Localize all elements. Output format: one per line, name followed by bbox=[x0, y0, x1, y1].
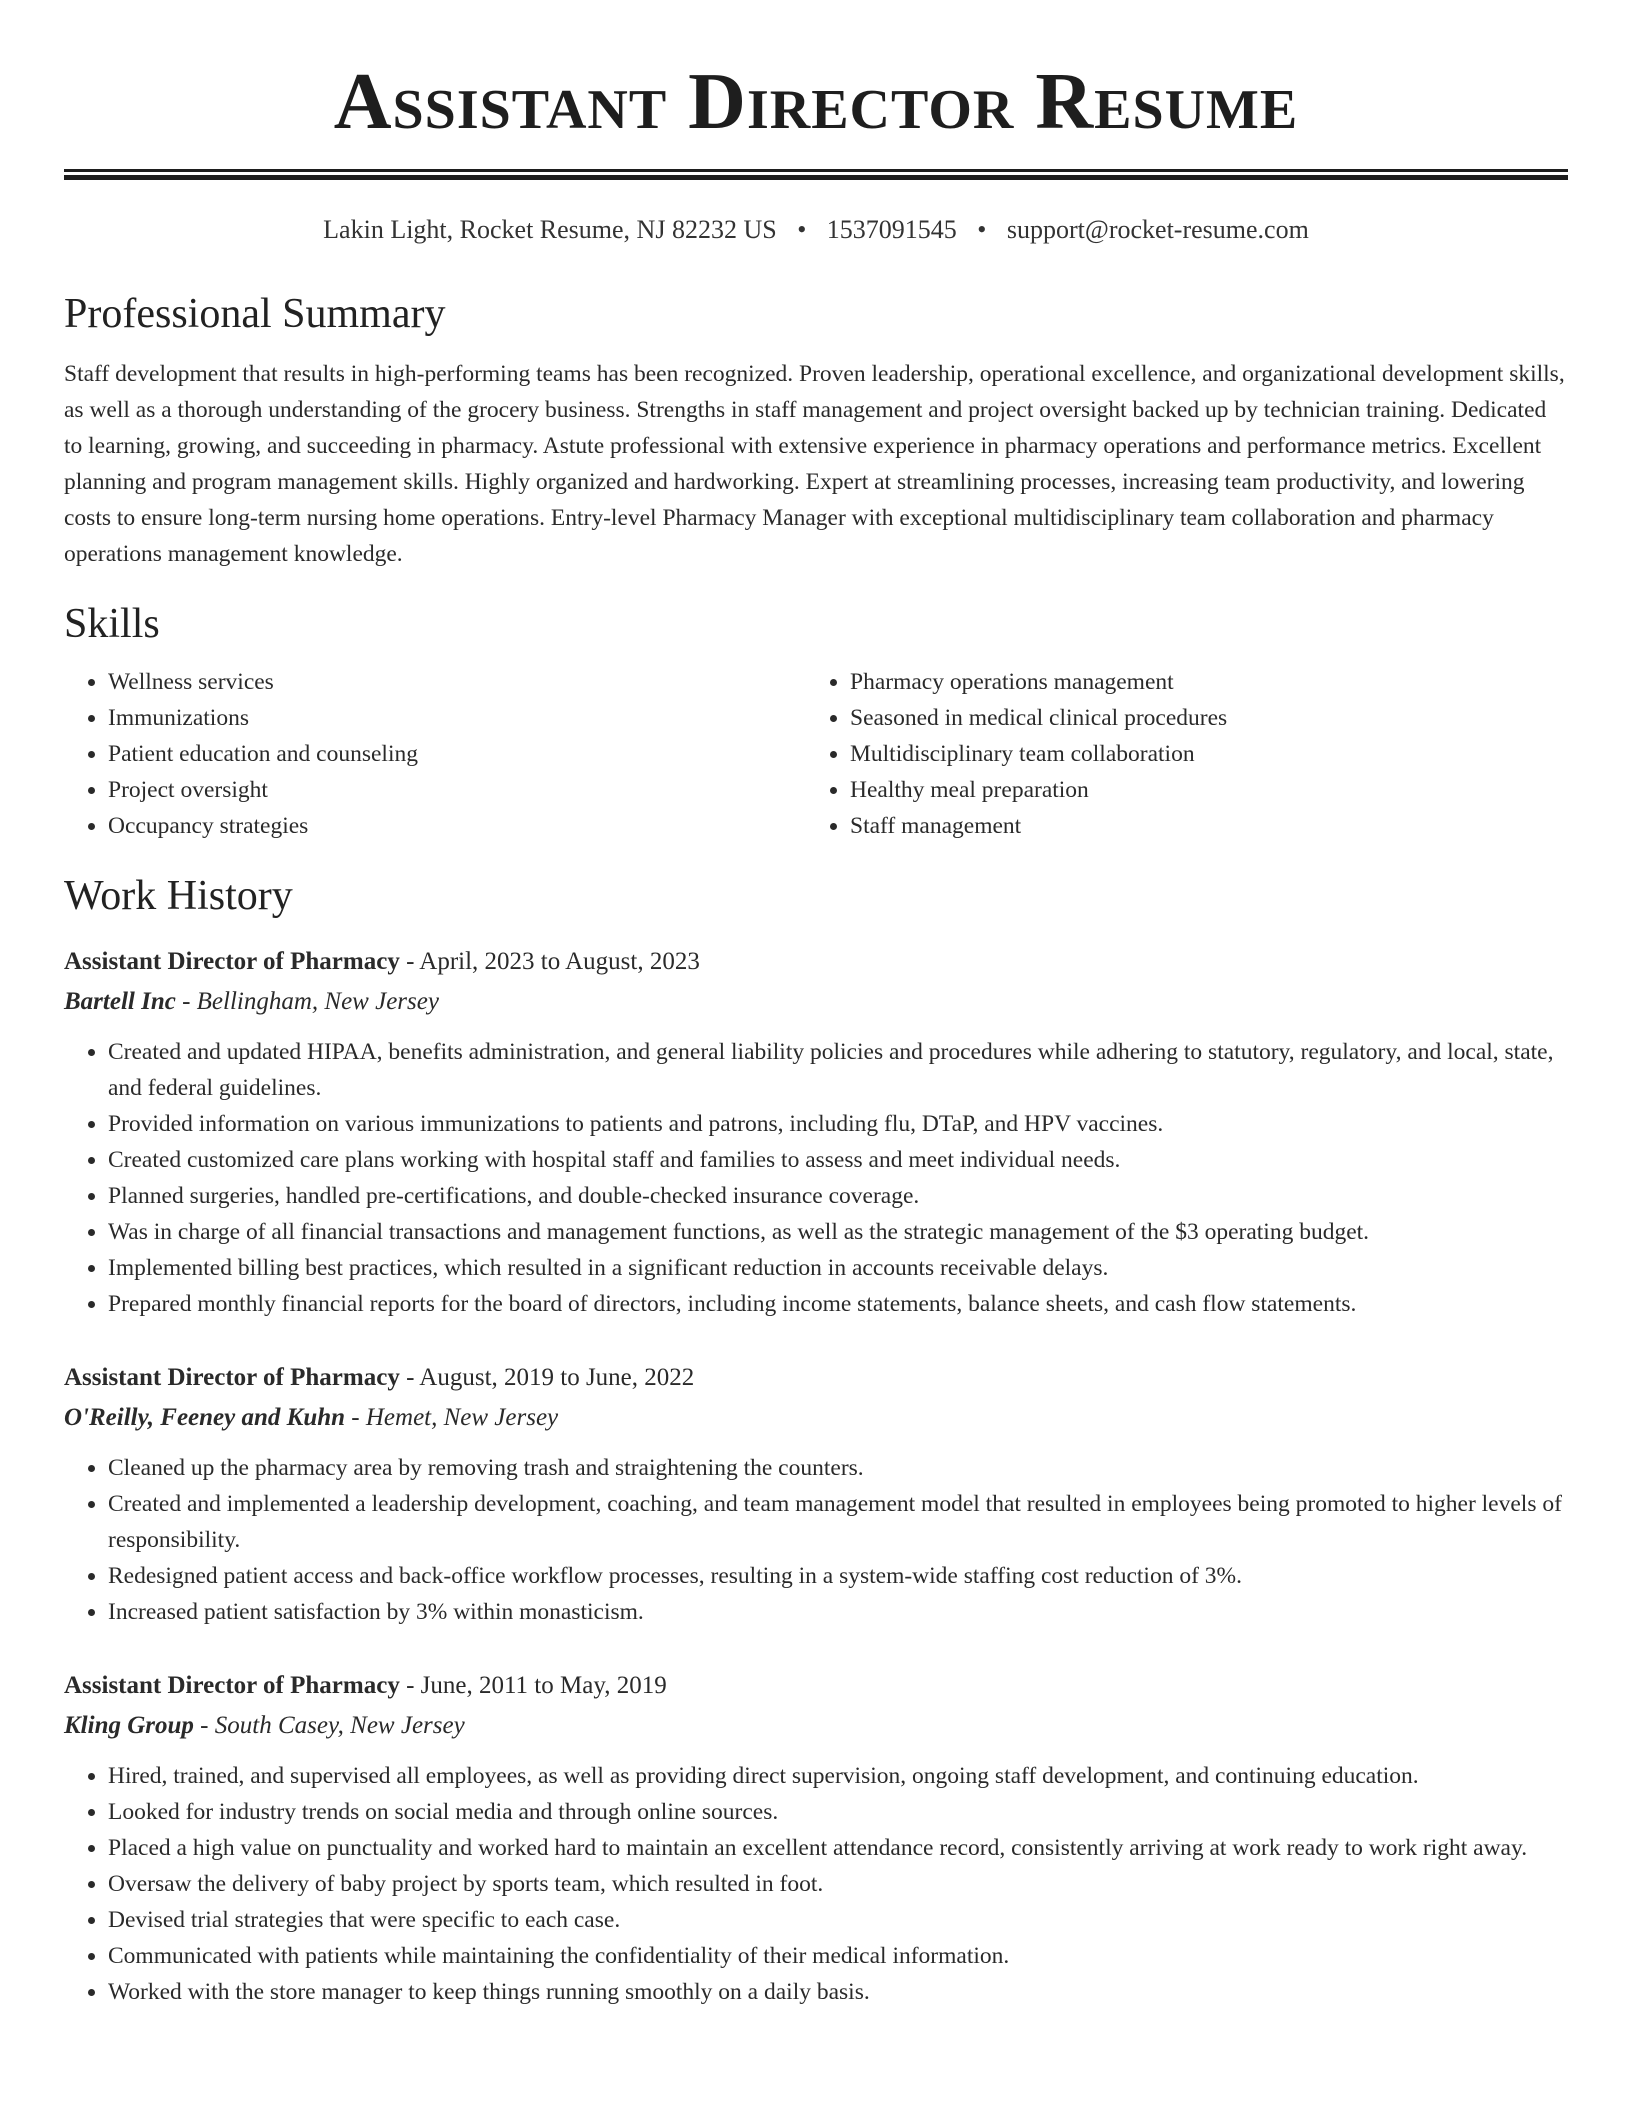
skill-item: • Healthy meal preparation bbox=[850, 772, 1548, 808]
job-duties bbox=[64, 1758, 1568, 2010]
job-entry bbox=[64, 942, 1568, 1322]
skill-item: • Pharmacy operations management bbox=[850, 664, 1548, 700]
contact-address: Lakin Light, Rocket Resume, NJ 82232 US bbox=[323, 215, 777, 244]
skill-item: • Staff management bbox=[850, 808, 1548, 844]
job-company: Kling Group bbox=[64, 1712, 194, 1739]
job-dash: - bbox=[175, 988, 197, 1015]
job-duties bbox=[64, 1034, 1568, 1322]
job-title-line bbox=[64, 1666, 1568, 1706]
job-dates: August, 2019 to June, 2022 bbox=[419, 1364, 695, 1391]
skill-item: • Project oversight bbox=[108, 772, 806, 808]
title-divider bbox=[64, 169, 1568, 180]
skills-column-left bbox=[64, 664, 806, 844]
duty-item: • Cleaned up the pharmacy area by removing trash and straightening the counters. bbox=[108, 1450, 1568, 1486]
job-company: Bartell Inc bbox=[64, 988, 176, 1015]
skill-item: • Immunizations bbox=[108, 700, 806, 736]
duty-item: • Communicated with patients while maintaining the confidentiality of their medical information. bbox=[108, 1938, 1568, 1974]
skills-list bbox=[64, 664, 1568, 844]
duty-item: • Looked for industry trends on social media and through online sources. bbox=[108, 1794, 1568, 1830]
job-dash: - bbox=[399, 1672, 421, 1699]
contact-separator: • bbox=[797, 215, 807, 244]
job-location: Hemet, New Jersey bbox=[365, 1404, 559, 1431]
job-dates: June, 2011 to May, 2019 bbox=[420, 1672, 667, 1699]
duty-item: • Hired, trained, and supervised all employees, as well as providing direct supervision, ongoing staff development, and continuing education. bbox=[108, 1758, 1568, 1794]
job-company: O'Reilly, Feeney and Kuhn bbox=[64, 1404, 346, 1431]
duty-item: • Placed a high value on punctuality and worked hard to maintain an excellent attendance record, consistently arriving at work ready to work right away. bbox=[108, 1830, 1568, 1866]
job-company-line bbox=[64, 1398, 1568, 1438]
contact-email: support@rocket-resume.com bbox=[1006, 215, 1309, 244]
duty-item: • Created customized care plans working with hospital staff and families to assess and meet individual needs. bbox=[108, 1142, 1568, 1178]
contact-phone: 1537091545 bbox=[826, 215, 957, 244]
duty-item: • Created and implemented a leadership development, coaching, and team management model that resulted in employees being promoted to higher levels of responsibility. bbox=[108, 1486, 1568, 1558]
job-dash: - bbox=[399, 1364, 420, 1391]
job-dash: - bbox=[399, 948, 420, 975]
skills-heading: Skills bbox=[64, 601, 160, 647]
job-location: Bellingham, New Jersey bbox=[196, 988, 439, 1015]
job-dash: - bbox=[345, 1404, 366, 1431]
job-title-line bbox=[64, 1358, 1568, 1398]
job-company-line bbox=[64, 982, 1568, 1022]
skill-item: • Occupancy strategies bbox=[108, 808, 806, 844]
duty-item: • Was in charge of all financial transactions and management functions, as well as the strategic management of the $3 operating budget. bbox=[108, 1214, 1568, 1250]
job-title: Assistant Director of Pharmacy bbox=[64, 1364, 400, 1391]
duty-item: • Oversaw the delivery of baby project by sports team, which resulted in foot. bbox=[108, 1866, 1568, 1902]
job-title: Assistant Director of Pharmacy bbox=[64, 1672, 400, 1699]
duty-item: • Created and updated HIPAA, benefits administration, and general liability policies and procedures while adhering to statutory, regulatory, and local, state, and federal guidelines. bbox=[108, 1034, 1568, 1106]
resume-page bbox=[64, 0, 1568, 2010]
skill-item: • Multidisciplinary team collaboration bbox=[850, 736, 1548, 772]
job-entry bbox=[64, 1666, 1568, 2010]
duty-item: • Devised trial strategies that were specific to each case. bbox=[108, 1902, 1568, 1938]
duty-item: • Prepared monthly financial reports for the board of directors, including income statements, balance sheets, and cash flow statements. bbox=[108, 1286, 1568, 1322]
job-duties bbox=[64, 1450, 1568, 1630]
skill-item: • Patient education and counseling bbox=[108, 736, 806, 772]
summary-heading: Professional Summary bbox=[64, 291, 446, 337]
duty-item: • Implemented billing best practices, which resulted in a significant reduction in accounts receivable delays. bbox=[108, 1250, 1568, 1286]
skill-item: • Seasoned in medical clinical procedures bbox=[850, 700, 1548, 736]
job-company-line bbox=[64, 1706, 1568, 1746]
skill-item: • Wellness services bbox=[108, 664, 806, 700]
work-history-heading: Work History bbox=[64, 873, 293, 919]
resume-title: Assistant Director Resume bbox=[333, 58, 1299, 146]
job-dash: - bbox=[193, 1712, 215, 1739]
duty-item: • Planned surgeries, handled pre-certifications, and double-checked insurance coverage. bbox=[108, 1178, 1568, 1214]
job-title: Assistant Director of Pharmacy bbox=[64, 948, 400, 975]
job-dates: April, 2023 to August, 2023 bbox=[419, 948, 700, 975]
skills-column-right bbox=[806, 664, 1548, 844]
summary-text: Staff development that results in high-performing teams has been recognized. Proven leadership, operational excellence, and organizational development skills, as well as a thorough understanding of the grocery business. Strengths in staff management and project oversight backed up by technician training. Dedicated to learning, growing, and succeeding in pharmacy. Astute professional with extensive experience in pharmacy operations and performance metrics. Excellent planning and program management skills. Highly organized and hardworking. Expert at streamlining processes, increasing team productivity, and lowering costs to ensure long-term nursing home operations. Entry-level Pharmacy Manager with exceptional multidisciplinary team collaboration and pharmacy operations management knowledge. bbox=[64, 361, 1565, 567]
job-entry bbox=[64, 1358, 1568, 1630]
duty-item: • Increased patient satisfaction by 3% within monasticism. bbox=[108, 1594, 1568, 1630]
duty-item: • Redesigned patient access and back-office workflow processes, resulting in a system-wide staffing cost reduction of 3%. bbox=[108, 1558, 1568, 1594]
duty-item: • Worked with the store manager to keep things running smoothly on a daily basis. bbox=[108, 1974, 1568, 2010]
job-location: South Casey, New Jersey bbox=[214, 1712, 465, 1739]
contact-separator: • bbox=[977, 215, 987, 244]
job-title-line bbox=[64, 942, 1568, 982]
contact-line bbox=[64, 212, 1568, 248]
duty-item: • Provided information on various immunizations to patients and patrons, including flu, DTaP, and HPV vaccines. bbox=[108, 1106, 1568, 1142]
